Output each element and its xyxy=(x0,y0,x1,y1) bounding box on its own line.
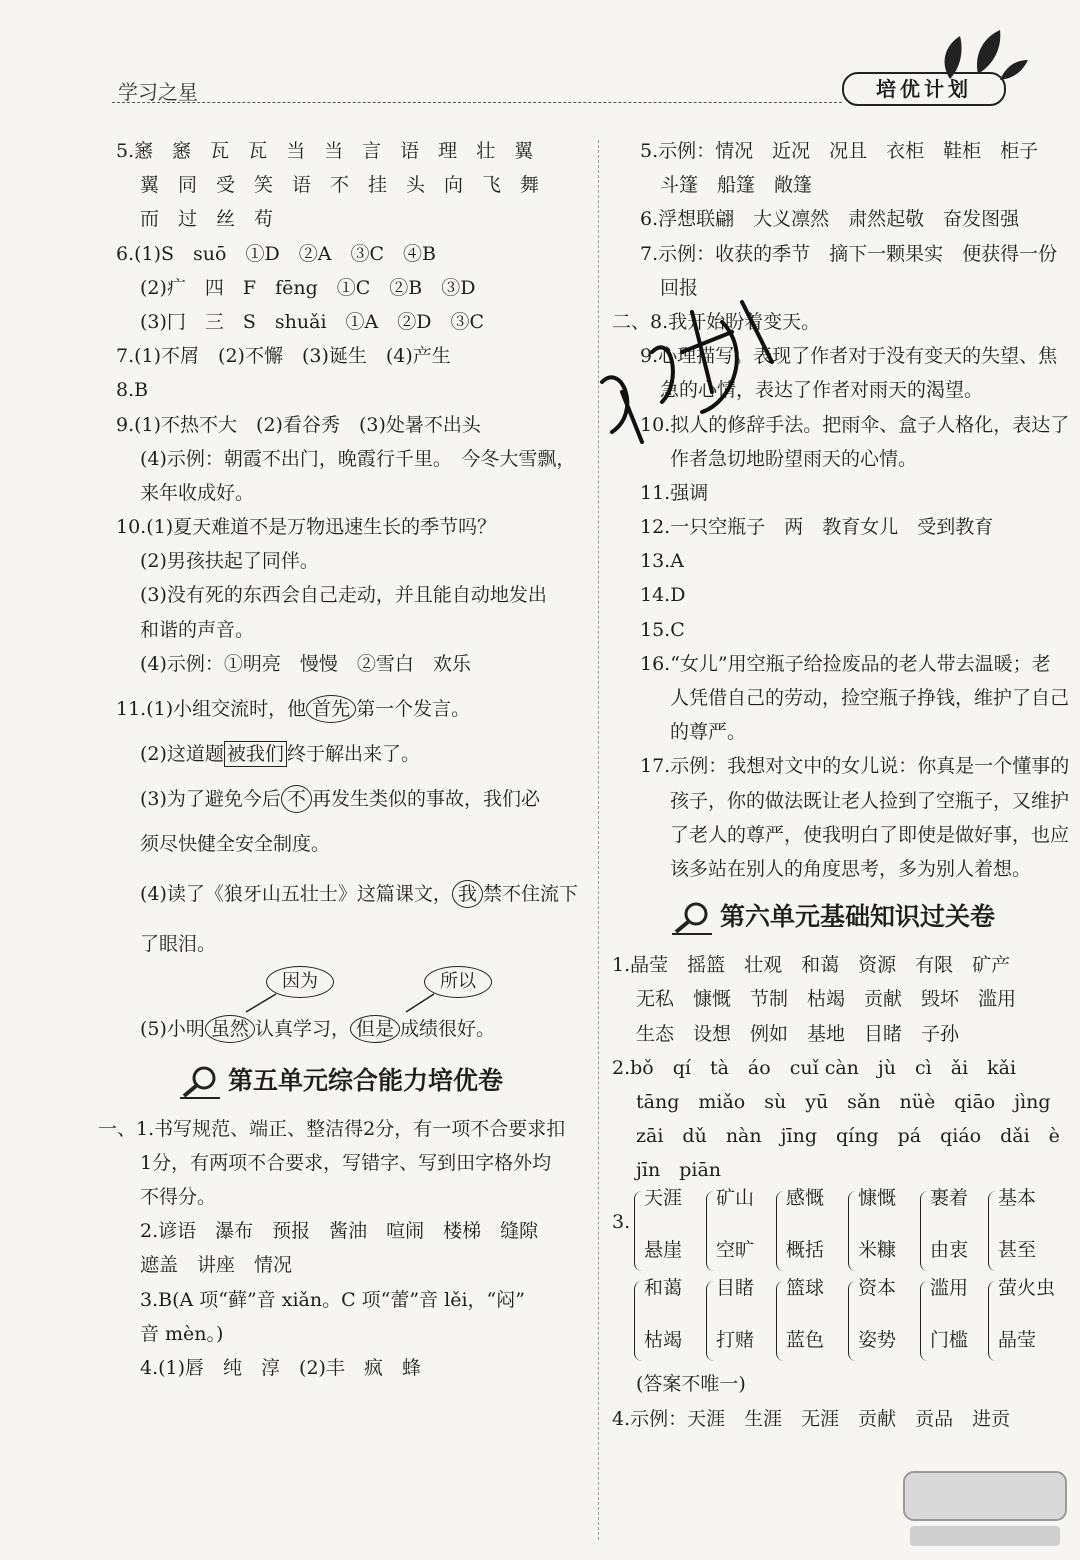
word: 矿山 xyxy=(716,1187,755,1210)
answer-line: 14.D xyxy=(640,584,686,607)
answer-line: 的尊严。 xyxy=(670,721,747,744)
word-pairs-row xyxy=(612,1277,1080,1367)
answer-line: 音 mèn。) xyxy=(140,1322,224,1345)
inserted-word: 所以 xyxy=(424,966,492,998)
answer-line: 4.示例：天涯 生涯 无涯 贡献 贡品 进贡 xyxy=(612,1407,1011,1430)
word-pair xyxy=(848,1277,918,1367)
text: (5)小明 xyxy=(140,1017,205,1040)
circle-mark: 不 xyxy=(281,785,312,813)
answer-line: 2.谚语 瀑布 预报 酱油 喧闹 楼梯 缝隙 xyxy=(140,1220,539,1243)
answer-line: (3)冂 三 S shuǎi ①A ②D ③C xyxy=(140,310,485,333)
word-pair xyxy=(920,1277,990,1367)
answer-line: jīn piān xyxy=(636,1159,722,1182)
text: 禁不住流下 xyxy=(482,883,578,906)
answer-line xyxy=(116,771,592,827)
answer-line: 10.拟人的修辞手法。把雨伞、盒子人格化，表达了 xyxy=(640,413,1070,436)
answer-line xyxy=(116,737,592,771)
word-pair xyxy=(920,1187,990,1277)
word: 米糠 xyxy=(858,1239,897,1262)
answer-line xyxy=(116,681,592,737)
answer-line: 须尽快健全安全制度。 xyxy=(140,833,331,856)
answer-line: 6.浮想联翩 大义凛然 肃然起敬 奋发图强 xyxy=(640,208,1020,231)
answer-line: 一、1.书写规范、端正、整洁得2分，有一项不合要求扣 xyxy=(98,1117,566,1140)
word: 基本 xyxy=(998,1187,1037,1210)
word-pair xyxy=(988,1277,1058,1367)
answer-line: 12.一只空瓶子 两 教育女儿 受到教育 xyxy=(640,516,994,539)
answer-line: 二、8.我开始盼着变天。 xyxy=(612,310,821,333)
answer-line: 和谐的声音。 xyxy=(140,618,255,641)
word-pair xyxy=(706,1187,776,1277)
word: 慷慨 xyxy=(858,1187,897,1210)
text: 11.(1)小组交流时，他 xyxy=(116,698,307,720)
answer-line: 1分，有两项不合要求，写错字、写到田字格外均 xyxy=(140,1151,552,1174)
answer-line: tāng miǎo sù yū sǎn nüè qiāo jìng xyxy=(636,1090,1051,1113)
answer-line: 3.B(A 项“藓”音 xiǎn。C 项“蕾”音 lěi，“闷” xyxy=(140,1288,525,1311)
circle-mark: 我 xyxy=(452,880,483,908)
answer-line: 作者急切地盼望雨天的心情。 xyxy=(670,447,918,470)
word: 篮球 xyxy=(786,1277,825,1300)
answer-line: 人凭借自己的劳动，捡空瓶子挣钱，维护了自己 xyxy=(670,687,1070,709)
section-title-text: 第五单元综合能力培优卷 xyxy=(228,1065,504,1095)
answer-line: (答案不唯一) xyxy=(636,1373,746,1396)
answer-line: 急的心情，表达了作者对雨天的渴望。 xyxy=(660,379,984,402)
answer-line: 7.(1)不屑 (2)不懈 (3)诞生 (4)产生 xyxy=(116,345,451,368)
answer-line: 了眼泪。 xyxy=(140,933,217,956)
handwritten-scribble-icon xyxy=(582,292,792,452)
text: 第一个发言。 xyxy=(356,698,471,720)
answer-line: 11.强调 xyxy=(640,481,709,504)
word: 和蔼 xyxy=(644,1277,683,1300)
answer-line: 7.示例：收获的季节 摘下一颗果实 便获得一份 xyxy=(640,242,1058,265)
word-pair xyxy=(988,1187,1058,1277)
word: 门槛 xyxy=(930,1329,969,1352)
text: 认真学习， xyxy=(254,1017,350,1040)
conjunction-correction xyxy=(116,962,592,1050)
answer-line: 4.(1)唇 纯 淳 (2)丰 疯 蜂 xyxy=(140,1356,421,1379)
word-pair xyxy=(634,1277,704,1367)
word: 姿势 xyxy=(858,1329,897,1352)
magnifier-icon xyxy=(672,900,712,936)
answer-line: 翼 同 受 笑 语 不 挂 头 向 飞 舞 xyxy=(140,174,540,197)
word: 感慨 xyxy=(786,1187,825,1210)
word: 萤火虫 xyxy=(998,1277,1056,1300)
word: 打赌 xyxy=(716,1329,755,1352)
answer-line: (2)疒 四 F fēng ①C ②B ③D xyxy=(140,276,476,299)
word: 由衷 xyxy=(930,1239,969,1262)
word: 资本 xyxy=(858,1277,897,1300)
answer-line xyxy=(116,1012,616,1046)
text: 成绩很好。 xyxy=(399,1017,495,1040)
answer-line xyxy=(116,861,592,927)
page-header xyxy=(0,0,1080,110)
left-column xyxy=(98,134,592,1385)
answer-line: 该多站在别人的角度思考，多为别人着想。 xyxy=(670,857,1032,880)
answer-line: 15.C xyxy=(640,618,685,641)
section-title-text: 第六单元基础知识过关卷 xyxy=(720,902,996,932)
word: 甚至 xyxy=(998,1239,1037,1262)
answer-line: 孩子，你的做法既让老人捡到了空瓶子，又维护 xyxy=(670,789,1070,812)
answer-line: 13.A xyxy=(640,550,684,573)
word-pair xyxy=(776,1277,846,1367)
word-pair xyxy=(848,1187,918,1277)
text: (4)读了《狼牙山五壮士》这篇课文， xyxy=(140,883,452,906)
text: 再发生类似的事故，我们必 xyxy=(311,788,540,811)
answer-line: 17.示例：我想对文中的女儿说：你真是一个懂事的 xyxy=(640,755,1070,778)
answer-line: 了老人的尊严，使我明白了即使是做好事，也应 xyxy=(670,823,1070,846)
answer-line: 5.窸 窸 瓦 瓦 当 当 言 语 理 壮 翼 xyxy=(116,140,534,162)
word: 滥用 xyxy=(930,1277,969,1300)
word-pair xyxy=(776,1187,846,1277)
series-badge: 培优计划 xyxy=(842,72,1006,106)
word-pair xyxy=(634,1187,704,1277)
magnifier-icon xyxy=(180,1064,220,1100)
answer-line: 9.(1)不热不大 (2)看谷秀 (3)处暑不出头 xyxy=(116,413,481,436)
answer-line: 无私 慷慨 节制 枯竭 贡献 毁坏 滥用 xyxy=(636,988,1017,1011)
answer-line: 2.bǒ qí tà áo cuǐ càn jù cì ǎi kǎi xyxy=(612,1056,1017,1079)
question-number: 3. xyxy=(612,1211,631,1234)
series-name: 学习之星 xyxy=(118,80,198,104)
word: 目睹 xyxy=(716,1277,755,1300)
answer-line: 生态 设想 例如 基地 目睹 子孙 xyxy=(636,1022,960,1045)
inserted-word: 因为 xyxy=(266,966,334,998)
word: 天涯 xyxy=(644,1187,683,1210)
circle-mark: 首先 xyxy=(306,695,356,723)
word: 晶莹 xyxy=(998,1329,1037,1352)
watermark-logo-icon xyxy=(900,1466,1070,1552)
word: 枯竭 xyxy=(644,1329,683,1352)
answer-line: 斗篷 船篷 敞篷 xyxy=(660,174,813,197)
circle-mark: 虽然 xyxy=(205,1015,255,1043)
word: 蓝色 xyxy=(786,1329,825,1352)
header-dashed-rule xyxy=(112,102,842,103)
word: 空旷 xyxy=(716,1239,755,1262)
answer-line: (2)男孩扶起了同伴。 xyxy=(140,550,319,573)
section-title xyxy=(116,1050,592,1112)
answer-line: 遮盖 讲座 情况 xyxy=(140,1254,293,1277)
answer-line: 来年收成好。 xyxy=(140,481,255,504)
box-mark: 被我们 xyxy=(224,741,287,767)
answer-line: zāi dǔ nàn jīng qíng pá qiáo dǎi è xyxy=(636,1125,1060,1148)
answer-line: (3)没有死的东西会自己走动，并且能自动地发出 xyxy=(140,584,547,607)
word: 悬崖 xyxy=(644,1239,683,1262)
answer-line: 1.晶莹 摇篮 壮观 和蔼 资源 有限 矿产 xyxy=(612,954,1011,977)
answer-line: 5.示例：情况 近况 况且 衣柜 鞋柜 柜子 xyxy=(640,140,1039,162)
word: 概括 xyxy=(786,1239,825,1262)
answer-line: 不得分。 xyxy=(140,1185,217,1208)
answer-line: (4)示例：①明亮 慢慢 ②雪白 欢乐 xyxy=(140,652,471,675)
text: (2)这道题 xyxy=(140,743,224,765)
circle-mark: 但是 xyxy=(350,1015,400,1043)
text: (3)为了避免今后 xyxy=(140,788,281,811)
text: 终于解出来了。 xyxy=(286,743,420,765)
answer-line: 而 过 丝 苟 xyxy=(140,208,274,231)
word-pairs-row xyxy=(612,1187,1080,1277)
answer-line: 6.(1)S suō ①D ②A ③C ④B xyxy=(116,242,436,265)
answer-line: 回报 xyxy=(660,276,699,299)
answer-line: 8.B xyxy=(116,379,149,402)
section-title xyxy=(612,886,1080,948)
answer-line: 16.“女儿”用空瓶子给捡废品的老人带去温暖；老 xyxy=(640,652,1051,675)
answer-line: (4)示例：朝霞不出门，晚霞行千里。 今冬大雪飘， xyxy=(140,447,576,470)
answer-line: 10.(1)夏天难道不是万物迅速生长的季节吗？ xyxy=(116,516,497,539)
word-pair xyxy=(706,1277,776,1367)
word: 裹着 xyxy=(930,1187,969,1210)
answer-line: 9.心理描写。表现了作者对于没有变天的失望、焦 xyxy=(640,345,1058,368)
